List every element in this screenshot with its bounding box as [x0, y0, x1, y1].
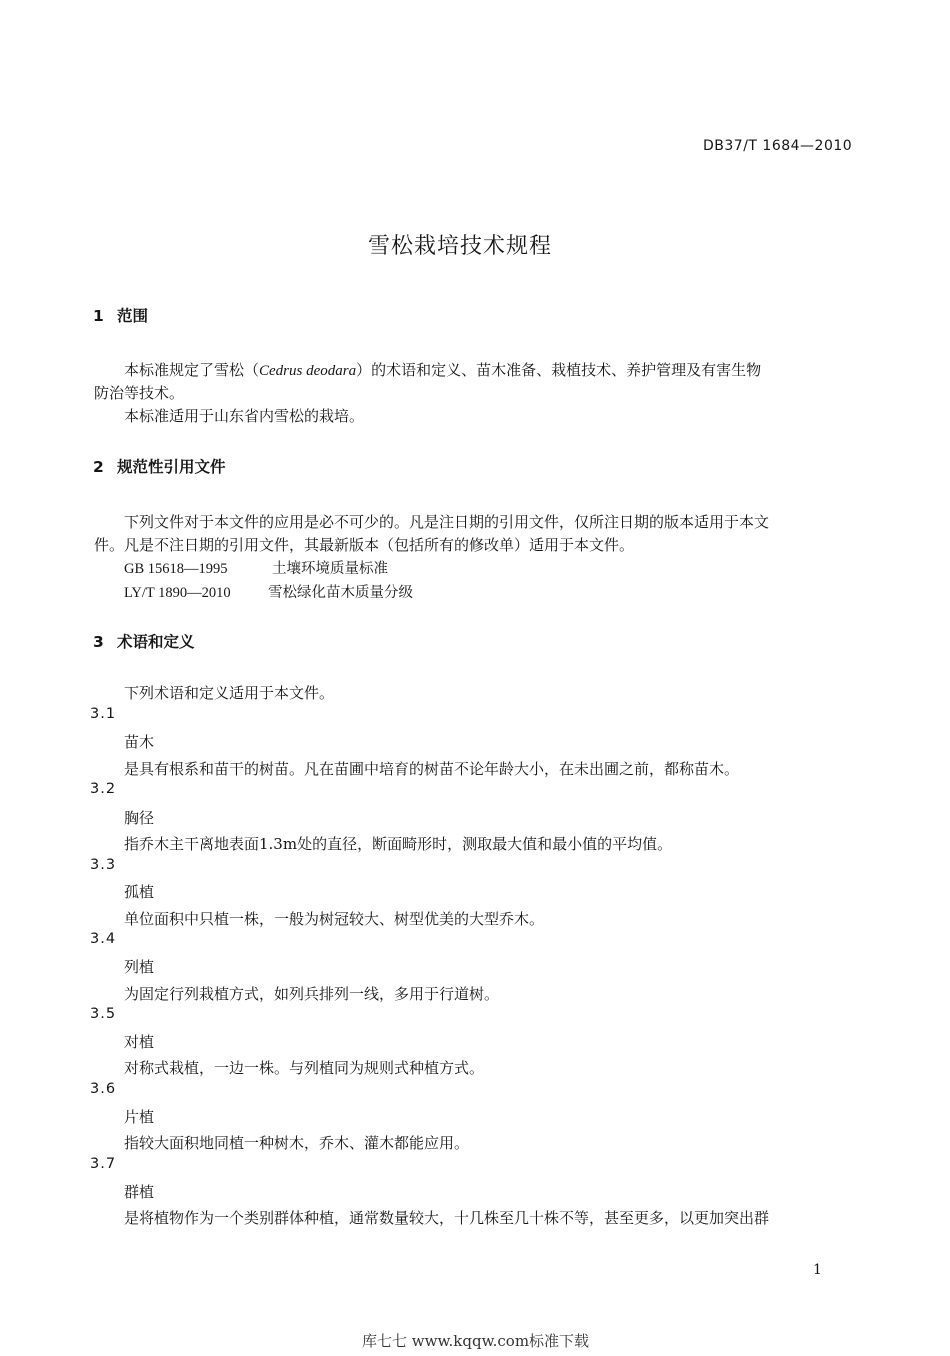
section-1-paragraph-2: 本标准适用于山东省内雪松的栽培。	[124, 407, 365, 425]
section-1-heading	[93, 304, 148, 326]
term-definition: 指乔木主干离地表面1.3m处的直径，断面畸形时，测取最大值和最小值的平均值。	[124, 835, 673, 853]
normative-reference	[124, 581, 413, 602]
term-name: 列植	[124, 958, 155, 976]
text-segment: 本标准规定了雪松（	[124, 361, 260, 379]
term-name: 孤植	[124, 883, 155, 901]
section-title: 规范性引用文件	[117, 458, 226, 476]
reference-title: 土壤环境质量标准	[272, 561, 388, 577]
section-2-paragraph-line-2: 件。凡是不注日期的引用文件，其最新版本（包括所有的修改单）适用于本文件。	[94, 536, 635, 554]
normative-reference	[124, 557, 388, 578]
reference-code: GB 15618—1995	[124, 561, 228, 577]
term-name: 对植	[124, 1033, 155, 1051]
term-definition: 指较大面积地同植一种树木，乔木、灌木都能应用。	[124, 1134, 470, 1152]
term-number: 3.1	[90, 706, 117, 722]
term-definition: 对称式栽植，一边一株。与列植同为规则式种植方式。	[124, 1059, 485, 1077]
section-number: 1	[93, 307, 104, 325]
section-title: 术语和定义	[117, 633, 195, 651]
section-3-heading	[93, 630, 195, 652]
section-1-paragraph-1-cont: 防治等技术。	[94, 384, 185, 402]
term-number: 3.6	[90, 1081, 117, 1097]
term-definition: 为固定行列栽植方式，如列兵排列一线，多用于行道树。	[124, 985, 500, 1003]
section-2-paragraph-line-1: 下列文件对于本文件的应用是必不可少的。凡是注日期的引用文件，仅所注日期的版本适用于本文	[124, 513, 770, 531]
term-definition: 是具有根系和苗干的树苗。凡在苗圃中培育的树苗不论年龄大小，在未出圃之前，都称苗木。	[124, 760, 740, 778]
latin-name: Cedrus deodara	[259, 363, 357, 379]
section-1-paragraph-1	[124, 359, 761, 380]
section-title: 范围	[117, 307, 149, 325]
term-name: 片植	[124, 1108, 155, 1126]
section-2-heading	[93, 455, 226, 477]
page-number: 1	[813, 1262, 822, 1278]
term-number: 3.4	[90, 931, 117, 947]
section-number: 2	[93, 458, 104, 476]
reference-code: LY/T 1890—2010	[124, 585, 231, 601]
reference-title: 雪松绿化苗木质量分级	[268, 585, 413, 601]
document-code: DB37/T 1684—2010	[703, 138, 853, 154]
term-number: 3.3	[90, 857, 117, 873]
term-name: 胸径	[124, 809, 155, 827]
term-number: 3.5	[90, 1006, 117, 1022]
section-number: 3	[93, 633, 104, 651]
term-definition: 是将植物作为一个类别群体种植，通常数量较大，十几株至几十株不等，甚至更多，以更加突出群	[124, 1209, 770, 1227]
term-number: 3.2	[90, 781, 117, 797]
term-name: 群植	[124, 1183, 155, 1201]
document-title: 雪松栽培技术规程	[368, 234, 553, 259]
text-segment: ）的术语和定义、苗木准备、栽植技术、养护管理及有害生物	[356, 361, 762, 379]
term-number: 3.7	[90, 1156, 117, 1172]
section-3-intro: 下列术语和定义适用于本文件。	[124, 684, 335, 702]
term-definition: 单位面积中只植一株，一般为树冠较大、树型优美的大型乔木。	[124, 910, 545, 928]
term-name: 苗木	[124, 733, 155, 751]
footer-watermark: 库七七 www.kqqw.com标准下载	[362, 1332, 590, 1350]
